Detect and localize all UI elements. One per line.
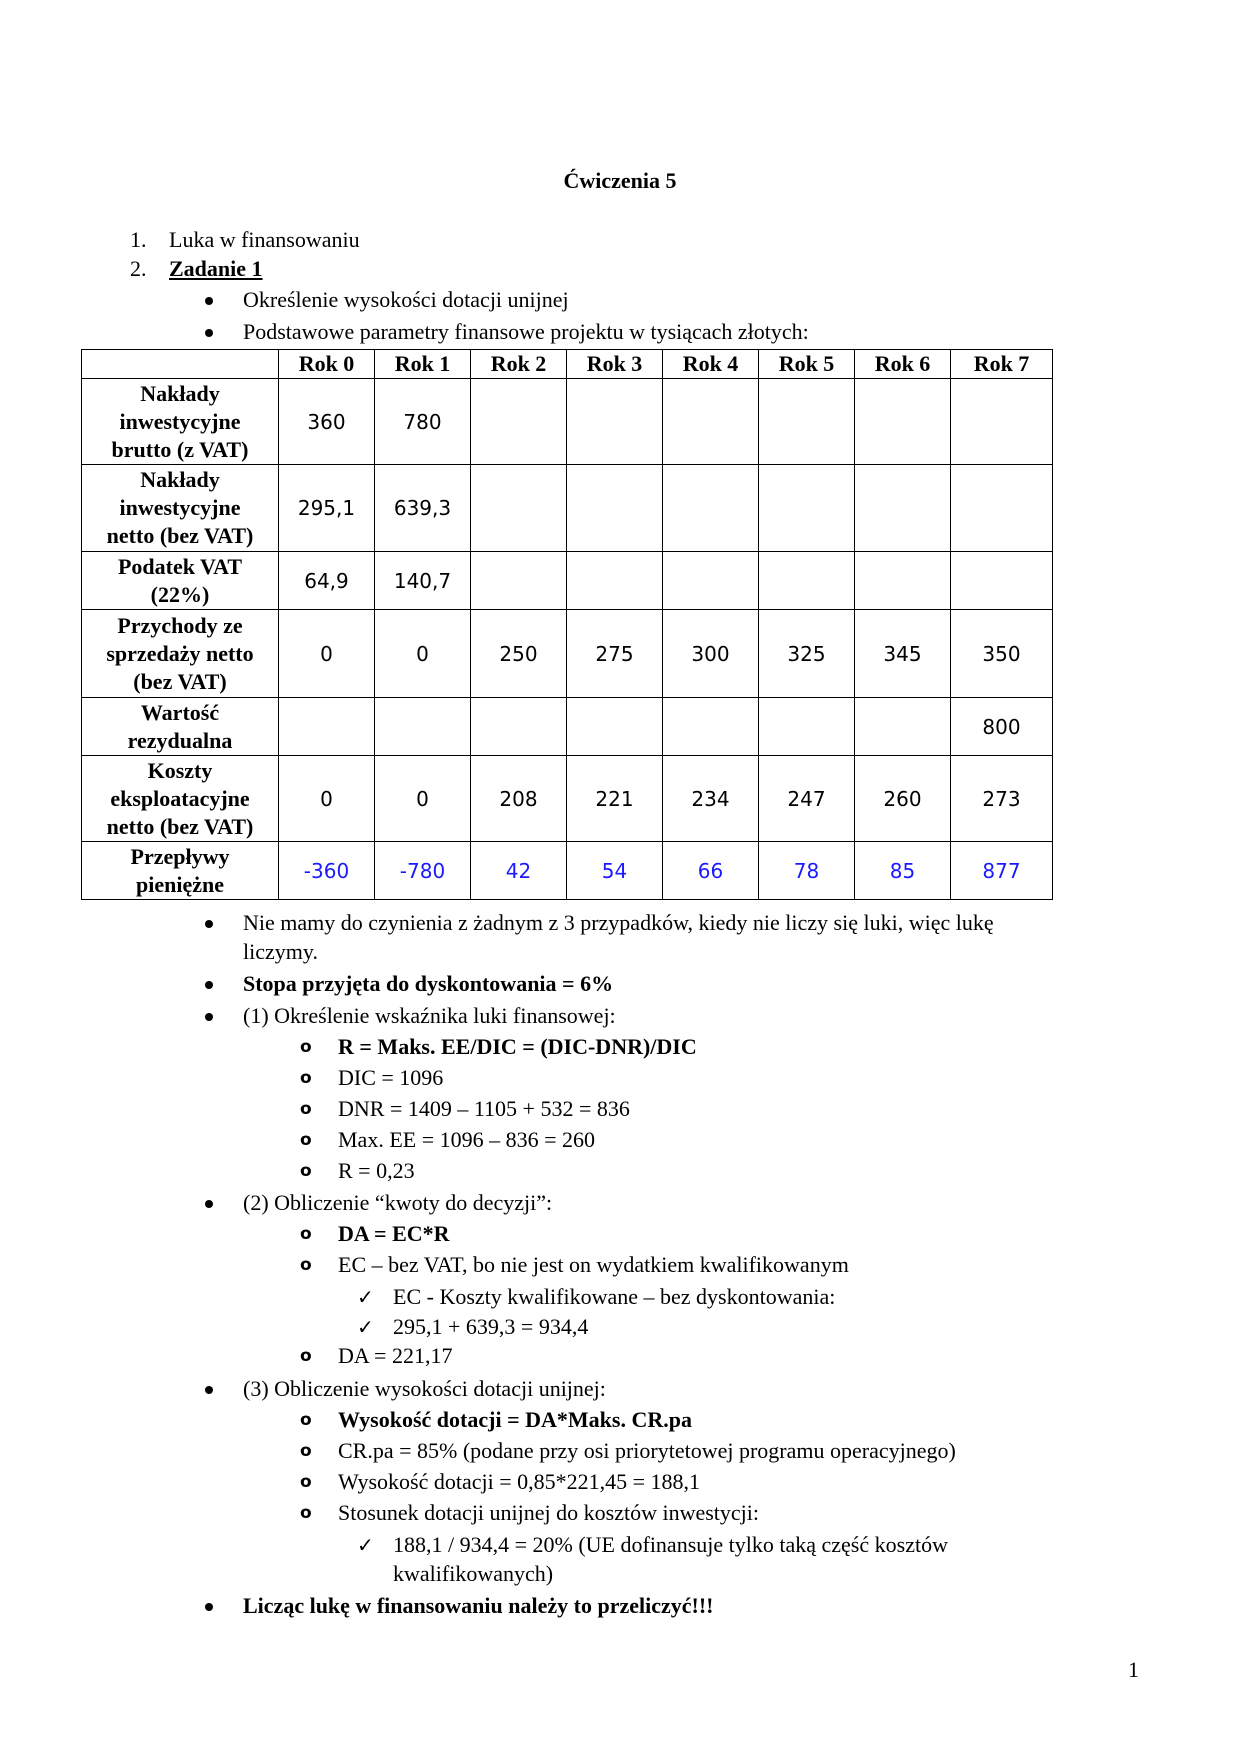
- list-text: Luka w finansowaniu: [169, 227, 360, 252]
- bullet-icon: [205, 1603, 213, 1611]
- financial-parameters-table: [81, 349, 1053, 900]
- header-cell: Rok 3: [567, 350, 663, 379]
- circle-bullet-icon: o: [300, 1346, 312, 1366]
- checkmark-icon: ✓: [357, 1315, 374, 1339]
- value-cell: 64,9: [279, 552, 375, 610]
- check-text: 188,1 / 934,4 = 20% (UE dofinansuje tylko taką część kosztów: [393, 1532, 948, 1557]
- value-cell: 273: [951, 756, 1053, 842]
- value-cell: 275: [567, 610, 663, 698]
- value-cell: 208: [471, 756, 567, 842]
- bullet-icon: [205, 1013, 213, 1021]
- table-row: [82, 465, 1053, 552]
- value-cell: 0: [279, 610, 375, 698]
- table-body: [82, 379, 1053, 900]
- sub-text: DA = EC*R: [338, 1221, 450, 1246]
- table-header-row: [82, 350, 1053, 379]
- table-row: [82, 610, 1053, 698]
- list-number: 1.: [130, 227, 147, 252]
- row-label-line: netto (bez VAT): [106, 523, 254, 548]
- header-cell: Rok 2: [471, 350, 567, 379]
- value-cell: [759, 698, 855, 756]
- table-row: [82, 842, 1053, 900]
- value-cell: [759, 465, 855, 552]
- header-empty-cell: [82, 350, 279, 379]
- document-title: Ćwiczenia 5: [563, 168, 677, 193]
- value-cell: [759, 379, 855, 465]
- sub-text: DNR = 1409 – 1105 + 532 = 836: [338, 1096, 630, 1121]
- row-label: [82, 842, 279, 900]
- row-label-line: rezydualna: [127, 727, 233, 753]
- value-cell: 221: [567, 756, 663, 842]
- value-cell: 42: [471, 842, 567, 900]
- bullet-icon: [205, 1386, 213, 1394]
- value-cell: 260: [855, 756, 951, 842]
- check-text: EC - Koszty kwalifikowane – bez dyskontowania:: [393, 1284, 836, 1309]
- row-label-line: sprzedaży netto: [106, 640, 254, 666]
- circle-bullet-icon: o: [300, 1130, 312, 1150]
- bullet-text: Podstawowe parametry finansowe projektu w tysiącach złotych:: [243, 319, 809, 344]
- checkmark-icon: ✓: [357, 1285, 374, 1309]
- header-cell: Rok 1: [375, 350, 471, 379]
- value-cell: [951, 379, 1053, 465]
- row-label: [82, 610, 279, 698]
- value-cell: [663, 465, 759, 552]
- value-cell: -360: [279, 842, 375, 900]
- row-label: [82, 465, 279, 552]
- header-cell: Rok 5: [759, 350, 855, 379]
- value-cell: 800: [951, 698, 1053, 756]
- bullet-text: Nie mamy do czynienia z żadnym z 3 przypadków, kiedy nie liczy się luki, więc lukę: [243, 910, 994, 935]
- table-row: [82, 379, 1053, 465]
- value-cell: 0: [279, 756, 375, 842]
- list-number: 2.: [130, 256, 147, 281]
- value-cell: 295,1: [279, 465, 375, 552]
- header-cell: Rok 0: [279, 350, 375, 379]
- circle-bullet-icon: o: [300, 1099, 312, 1119]
- bullet-text: Określenie wysokości dotacji unijnej: [243, 287, 569, 312]
- row-label-line: inwestycyjne: [119, 408, 241, 434]
- bullet-text: (1) Określenie wskaźnika luki finansowej:: [243, 1003, 616, 1028]
- list-item-2: [130, 254, 263, 284]
- value-cell: [567, 552, 663, 610]
- header-cell: Rok 4: [663, 350, 759, 379]
- value-cell: 0: [375, 610, 471, 698]
- circle-bullet-icon: o: [300, 1410, 312, 1430]
- bullet-text: (3) Obliczenie wysokości dotacji unijnej:: [243, 1376, 606, 1401]
- value-cell: [663, 552, 759, 610]
- sub-text: Wysokość dotacji = 0,85*221,45 = 188,1: [338, 1469, 701, 1494]
- row-label-line: inwestycyjne: [119, 495, 241, 520]
- sub-text: Wysokość dotacji = DA*Maks. CR.pa: [338, 1407, 692, 1432]
- value-cell: [567, 698, 663, 756]
- row-label-line: Nakłady: [140, 467, 220, 492]
- value-cell: 780: [375, 379, 471, 465]
- value-cell: 78: [759, 842, 855, 900]
- table-row: [82, 698, 1053, 756]
- sub-text: EC – bez VAT, bo nie jest on wydatkiem kwalifikowanym: [338, 1252, 849, 1277]
- value-cell: [663, 698, 759, 756]
- row-label: [82, 756, 279, 842]
- check-text-continued: kwalifikowanych): [393, 1561, 554, 1586]
- row-label: [82, 379, 279, 465]
- header-cell: Rok 6: [855, 350, 951, 379]
- value-cell: [663, 379, 759, 465]
- value-cell: 300: [663, 610, 759, 698]
- checkmark-icon: ✓: [357, 1533, 374, 1557]
- value-cell: 85: [855, 842, 951, 900]
- value-cell: 140,7: [375, 552, 471, 610]
- value-cell: [471, 552, 567, 610]
- row-label-line: pieniężne: [136, 871, 224, 897]
- row-label-line: (22%): [150, 581, 210, 607]
- value-cell: 247: [759, 756, 855, 842]
- sub-text: CR.pa = 85% (podane przy osi priorytetowej programu operacyjnego): [338, 1438, 956, 1463]
- value-cell: [759, 552, 855, 610]
- bullet-icon: [205, 1200, 213, 1208]
- sub-text: R = Maks. EE/DIC = (DIC-DNR)/DIC: [338, 1034, 697, 1059]
- value-cell: [375, 698, 471, 756]
- row-label-line: (bez VAT): [133, 668, 227, 694]
- circle-bullet-icon: o: [300, 1472, 312, 1492]
- value-cell: [855, 379, 951, 465]
- bullet-icon: [205, 297, 213, 305]
- row-label-line: brutto (z VAT): [111, 436, 249, 462]
- list-item-1: [130, 225, 360, 255]
- value-cell: 0: [375, 756, 471, 842]
- bullet-text: (2) Obliczenie “kwoty do decyzji”:: [243, 1190, 553, 1215]
- row-label-line: eksploatacyjne: [110, 785, 250, 811]
- sub-text: R = 0,23: [338, 1158, 415, 1183]
- row-label-line: Przychody ze: [117, 612, 243, 638]
- value-cell: 360: [279, 379, 375, 465]
- row-label-line: netto (bez VAT): [106, 813, 254, 839]
- discount-rate-text: Stopa przyjęta do dyskontowania = 6%: [243, 971, 614, 996]
- value-cell: [951, 552, 1053, 610]
- circle-bullet-icon: o: [300, 1441, 312, 1461]
- value-cell: -780: [375, 842, 471, 900]
- page-number: 1: [1128, 1657, 1139, 1682]
- value-cell: [471, 465, 567, 552]
- sub-text: DA = 221,17: [338, 1343, 453, 1368]
- value-cell: 54: [567, 842, 663, 900]
- row-label-line: Wartość: [140, 699, 220, 725]
- value-cell: [855, 698, 951, 756]
- bullet-icon: [205, 981, 213, 989]
- value-cell: 877: [951, 842, 1053, 900]
- bullet-icon: [205, 329, 213, 337]
- table-row: [82, 756, 1053, 842]
- sub-text: DIC = 1096: [338, 1065, 444, 1090]
- value-cell: [567, 465, 663, 552]
- final-note-text: Licząc lukę w finansowaniu należy to przeliczyć!!!: [243, 1593, 714, 1618]
- value-cell: 350: [951, 610, 1053, 698]
- sub-text: Stosunek dotacji unijnej do kosztów inwestycji:: [338, 1500, 760, 1525]
- circle-bullet-icon: o: [300, 1161, 312, 1181]
- value-cell: [855, 552, 951, 610]
- value-cell: 345: [855, 610, 951, 698]
- row-label-line: Przepływy: [130, 843, 230, 869]
- value-cell: [567, 379, 663, 465]
- value-cell: 234: [663, 756, 759, 842]
- circle-bullet-icon: o: [300, 1224, 312, 1244]
- value-cell: 250: [471, 610, 567, 698]
- bullet-icon: [205, 920, 213, 928]
- table-row: [82, 552, 1053, 610]
- value-cell: [951, 465, 1053, 552]
- check-text: 295,1 + 639,3 = 934,4: [393, 1314, 589, 1339]
- row-label-line: Nakłady: [140, 380, 220, 406]
- circle-bullet-icon: o: [300, 1068, 312, 1088]
- value-cell: [471, 698, 567, 756]
- bullet-text-continued: liczymy.: [243, 939, 318, 964]
- circle-bullet-icon: o: [300, 1037, 312, 1057]
- row-label: [82, 552, 279, 610]
- task-heading: Zadanie 1: [169, 256, 263, 281]
- circle-bullet-icon: o: [300, 1255, 312, 1275]
- value-cell: [279, 698, 375, 756]
- value-cell: [471, 379, 567, 465]
- value-cell: 66: [663, 842, 759, 900]
- row-label: [82, 698, 279, 756]
- value-cell: 325: [759, 610, 855, 698]
- circle-bullet-icon: o: [300, 1503, 312, 1523]
- sub-text: Max. EE = 1096 – 836 = 260: [338, 1127, 596, 1152]
- row-label-line: Podatek VAT: [117, 553, 243, 579]
- value-cell: 639,3: [375, 465, 471, 552]
- row-label-line: Koszty: [147, 757, 213, 783]
- header-cell: Rok 7: [951, 350, 1053, 379]
- value-cell: [855, 465, 951, 552]
